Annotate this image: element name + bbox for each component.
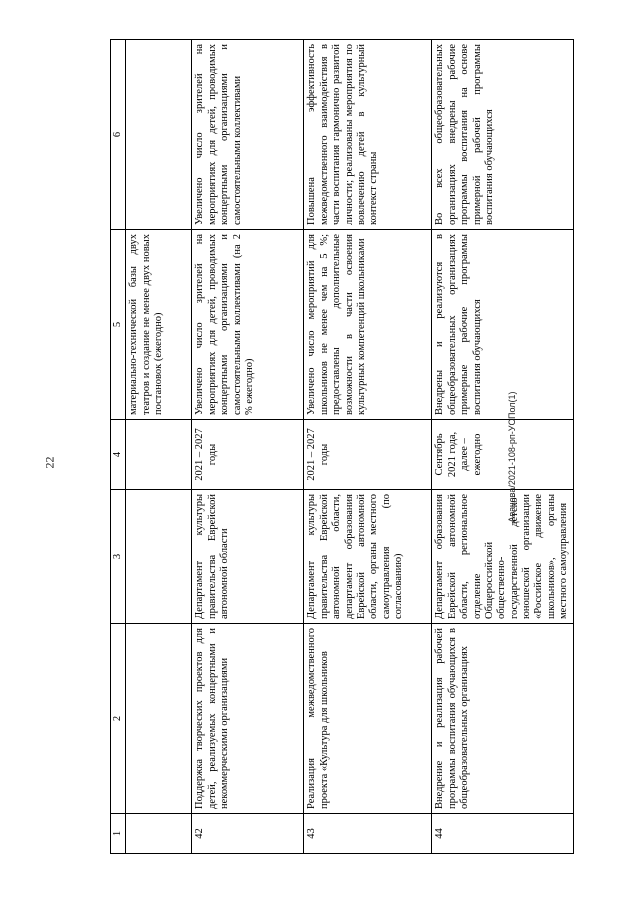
result: Увеличено число зрителей на мероприятиях для детей, проводимых концертными организациями и самостоятельными коллективами xyxy=(192,40,304,230)
table-row xyxy=(432,40,573,854)
measure-name: Поддержка творческих проектов для детей, реализуемых концертными и некоммерческими организациями xyxy=(192,624,304,814)
header-col-2: 2 xyxy=(111,624,126,814)
result: Во всех общеобразовательных организациях внедрены рабочие программы воспитания на основе примерной рабочей программы воспитания обучающихся xyxy=(432,40,573,230)
indicator: Внедрены и реализуются в общеобразовательных организациях примерные рабочие программы воспитания обучающихся xyxy=(432,230,573,420)
executor: Департамент культуры правительства Еврейской автономной области xyxy=(192,490,304,624)
table-row xyxy=(192,40,304,854)
executor: Департамент культуры правительства Еврейской автономной области, департамент образования Еврейской автономной области, органы местного самоуправления (по согласованию) xyxy=(304,490,432,624)
row-number: 42 xyxy=(192,814,304,854)
term: 2021 – 2027 годы xyxy=(304,420,432,490)
page-number: 22 xyxy=(42,456,57,469)
cont-indicator: материально-технической базы двух театров и создание не менее двух новых постановок (ежегодно) xyxy=(126,230,192,420)
result: Повышена эффективность межведомственного взаимодействия в части воспитания гармонично развитой личности; реализованы мероприятия по вовлечению детей в культурный контекст страны xyxy=(304,40,432,230)
measures-table xyxy=(110,39,574,854)
row-number: 43 xyxy=(304,814,432,854)
cont-result xyxy=(126,40,192,230)
document-footer: Авачева/2021-108-рп-УСПол(1) xyxy=(507,391,517,523)
measure-name: Внедрение и реализация рабочей программы воспитания обучающихся в общеобразовательных организациях xyxy=(432,624,573,814)
table-row xyxy=(304,40,432,854)
header-col-3: 3 xyxy=(111,490,126,624)
executor: Департамент образования Еврейской автономной области, региональное отделение Общероссийской общественно-государственной детско-юношеской организации «Российское движение школьников», органы местного самоуправления xyxy=(432,490,573,624)
header-col-4: 4 xyxy=(111,420,126,490)
document-table-area xyxy=(110,40,570,854)
term: 2021 – 2027 годы xyxy=(192,420,304,490)
indicator: Увеличено число зрителей на мероприятиях для детей, проводимых концертными организациями и самостоятельными коллективами (на 2 % ежегодно) xyxy=(192,230,304,420)
header-row xyxy=(111,40,126,854)
header-col-6: 6 xyxy=(111,40,126,230)
header-col-5: 5 xyxy=(111,230,126,420)
cont-cell-1 xyxy=(126,814,192,854)
cont-cell-4 xyxy=(126,420,192,490)
measure-name: Реализация межведомственного проекта «Культура для школьников xyxy=(304,624,432,814)
indicator: Увеличено число мероприятий для школьников не менее чем на 5 %; предоставлены дополнительные возможности в части освоения культурных компетенций школьниками xyxy=(304,230,432,420)
term: Сентябрь 2021 года, далее – ежегодно xyxy=(432,420,573,490)
continuation-row xyxy=(126,40,192,854)
cont-cell-2 xyxy=(126,624,192,814)
row-number: 44 xyxy=(432,814,573,854)
header-col-1: 1 xyxy=(111,814,126,854)
cont-cell-3 xyxy=(126,490,192,624)
